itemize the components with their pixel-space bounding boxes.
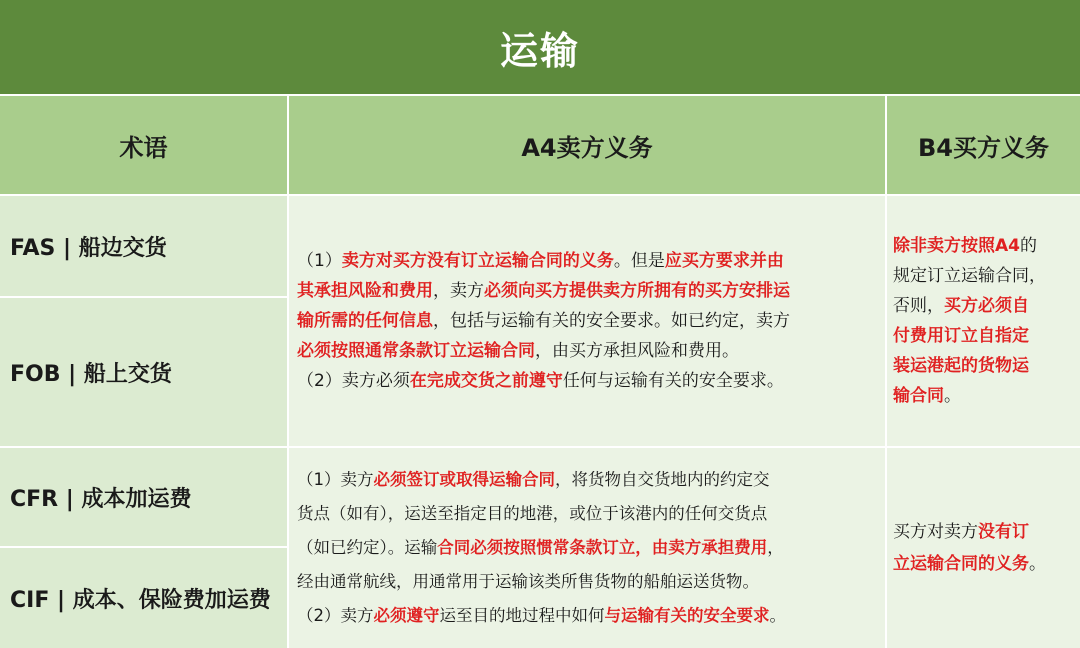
header-b4-label: B4买方义务 xyxy=(918,133,1049,162)
highlight-span: 必须签订或取得运输合同 xyxy=(373,470,555,489)
text-span: 规定订立运输合同， xyxy=(893,266,1046,286)
highlight-span: 其承担风险和费用 xyxy=(297,281,433,301)
header-term-label: 术语 xyxy=(119,133,168,162)
highlight-span: 合同必须按照惯常条款订立，由卖方承担费用 xyxy=(437,538,768,557)
title-bar xyxy=(0,0,1080,94)
term-cif xyxy=(0,548,287,648)
page-title: 运输 xyxy=(499,28,580,73)
group1-b4-line4 xyxy=(893,321,1074,351)
text-span: 。 xyxy=(1029,554,1046,574)
text-span: （2）卖方 xyxy=(297,606,374,625)
group1-b4-line6 xyxy=(893,381,1074,411)
group1-a4-line2 xyxy=(297,276,877,306)
text-span: ，由买方承担风险和费用。 xyxy=(535,341,739,361)
text-span: 货点（如有），运送至指定目的地港，或位于该港内的任何交货点 xyxy=(297,504,768,523)
highlight-span: 卖方对买方没有订立运输合同的义务 xyxy=(341,251,614,271)
header-term xyxy=(0,96,287,194)
text-span: 。 xyxy=(944,386,961,406)
highlight-span: 输合同 xyxy=(893,386,944,406)
text-span: 否则， xyxy=(893,296,944,316)
group2-a4-line3 xyxy=(297,531,877,565)
group1-b4-line5 xyxy=(893,351,1074,381)
group2-b4-text xyxy=(887,448,1080,648)
text-span: 的 xyxy=(1020,236,1037,256)
header-a4 xyxy=(289,96,885,194)
group1-b4-line2 xyxy=(893,261,1074,291)
group2-a4-text xyxy=(289,448,885,648)
highlight-span: 必须向买方提供卖方所拥有的买方安排运 xyxy=(484,281,790,301)
highlight-span: 付费用订立自指定 xyxy=(893,326,1029,346)
highlight-span: 除非卖方按照A4 xyxy=(893,236,1020,256)
group1-a4-line4 xyxy=(297,336,877,366)
term-fas-label: FAS | 船边交货 xyxy=(10,235,167,261)
group1-b4-line3 xyxy=(893,291,1074,321)
group2-a4-line2 xyxy=(297,497,877,531)
text-span: （2）卖方必须 xyxy=(297,371,410,391)
term-cif-label: CIF | 成本、保险费加运费 xyxy=(10,587,271,613)
text-span: 经由通常航线，用通常用于运输该类所售货物的船舶运送货物。 xyxy=(297,572,759,591)
highlight-span: 与运输有关的安全要求 xyxy=(604,606,770,625)
group1-a4-line3 xyxy=(297,306,877,336)
highlight-span: 在完成交货之前遵守 xyxy=(409,371,563,391)
highlight-span: 必须遵守 xyxy=(373,606,440,625)
group2-b4-line2 xyxy=(893,548,1074,580)
text-span: ，卖方 xyxy=(433,281,484,301)
term-fob xyxy=(0,298,287,446)
group2-a4-line4 xyxy=(297,565,877,599)
group2-a4-line1 xyxy=(297,463,877,497)
term-cfr-label: CFR | 成本加运费 xyxy=(10,486,192,512)
highlight-span: 买方必须自 xyxy=(944,296,1029,316)
highlight-span: 立运输合同的义务 xyxy=(893,554,1029,574)
highlight-span: 没有订 xyxy=(978,522,1029,542)
term-fob-label: FOB | 船上交货 xyxy=(10,361,172,387)
text-span: 运至目的地过程中如何 xyxy=(439,606,605,625)
group1-a4-line5 xyxy=(297,366,877,396)
text-span: （1） xyxy=(297,251,342,271)
text-span: 。 xyxy=(769,606,786,625)
group1-b4-text xyxy=(887,196,1080,446)
text-span: （1）卖方 xyxy=(297,470,374,489)
text-span: 买方对卖方 xyxy=(893,522,978,542)
text-span: ，包括与运输有关的安全要求。如已约定，卖方 xyxy=(433,311,790,331)
text-span: 。但是 xyxy=(613,251,665,271)
group1-a4-text xyxy=(289,196,885,446)
text-span: （如已约定）。运输 xyxy=(297,538,438,557)
group2-b4-line1 xyxy=(893,516,1074,548)
header-a4-label: A4卖方义务 xyxy=(521,133,653,162)
term-fas xyxy=(0,196,287,296)
group1-b4-line1 xyxy=(893,231,1074,261)
text-span: ，将货物自交货地内的约定交 xyxy=(555,470,770,489)
group2-a4-line5 xyxy=(297,599,877,633)
term-cfr xyxy=(0,448,287,546)
text-span: ， xyxy=(767,538,784,557)
highlight-span: 装运港起的货物运 xyxy=(893,356,1029,376)
group1-a4-line1 xyxy=(297,246,877,276)
highlight-span: 输所需的任何信息 xyxy=(297,311,433,331)
highlight-span: 必须按照通常条款订立运输合同 xyxy=(297,341,535,361)
highlight-span: 应买方要求并由 xyxy=(664,251,784,271)
header-b4 xyxy=(887,96,1080,194)
text-span: 任何与运输有关的安全要求。 xyxy=(562,371,784,391)
